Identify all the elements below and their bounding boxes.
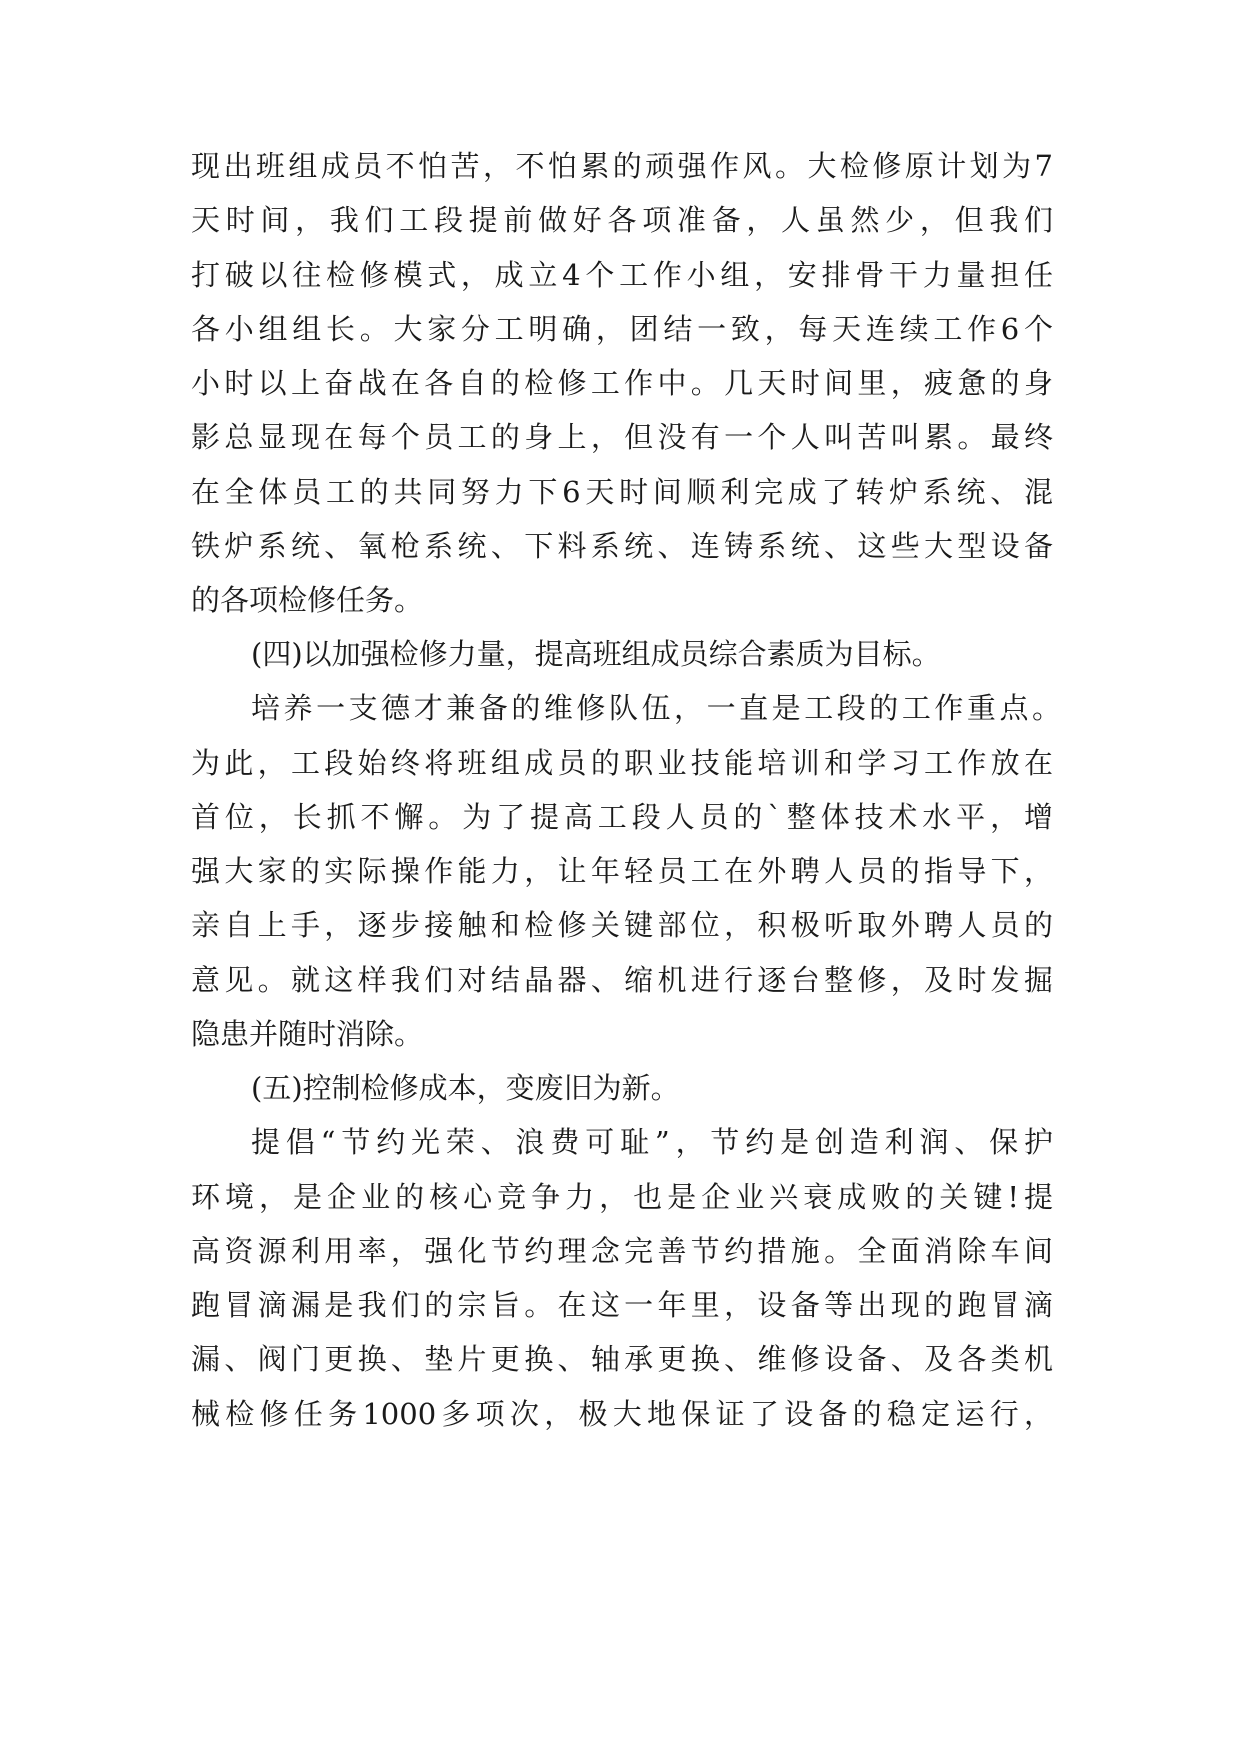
body-line: 漏、阀门更换、垫片更换、轴承更换、维修设备、及各类机 (191, 1342, 1053, 1376)
section-heading-4: (四)以加强检修力量，提高班组成员综合素质为目标。 (251, 637, 941, 671)
body-line: 培养一支德才兼备的维修队伍，一直是工段的工作重点。 (251, 691, 1061, 725)
body-line: 械检修任务1000多项次，极大地保证了设备的稳定运行， (191, 1397, 1053, 1431)
body-line: 提倡“节约光荣、浪费可耻”，节约是创造利润、保护 (251, 1125, 1053, 1159)
body-line: 隐患并随时消除。 (191, 1017, 424, 1051)
body-line: 的各项检修任务。 (191, 583, 424, 617)
body-line: 首位，长抓不懈。为了提高工段人员的`整体技术水平，增 (191, 800, 1053, 834)
body-line: 为此，工段始终将班组成员的职业技能培训和学习工作放在 (191, 746, 1053, 780)
body-line: 亲自上手，逐步接触和检修关键部位，积极听取外聘人员的 (191, 908, 1053, 942)
body-line: 环境，是企业的核心竞争力，也是企业兴衰成败的关键!提 (191, 1180, 1053, 1214)
body-line: 强大家的实际操作能力，让年轻员工在外聘人员的指导下， (191, 854, 1053, 888)
body-line: 各小组组长。大家分工明确，团结一致，每天连续工作6个 (191, 312, 1053, 346)
body-line: 铁炉系统、氧枪系统、下料系统、连铸系统、这些大型设备 (191, 529, 1053, 563)
body-line: 在全体员工的共同努力下6天时间顺利完成了转炉系统、混 (191, 475, 1053, 509)
body-line: 高资源利用率，强化节约理念完善节约措施。全面消除车间 (191, 1234, 1053, 1268)
body-line: 小时以上奋战在各自的检修工作中。几天时间里，疲惫的身 (191, 366, 1053, 400)
body-line: 天时间，我们工段提前做好各项准备，人虽然少，但我们 (191, 203, 1053, 237)
section-heading-5: (五)控制检修成本，变废旧为新。 (251, 1071, 680, 1105)
body-line: 打破以往检修模式，成立4个工作小组，安排骨干力量担任 (191, 258, 1053, 292)
body-line: 现出班组成员不怕苦，不怕累的顽强作风。大检修原计划为7 (191, 149, 1053, 183)
body-line: 意见。就这样我们对结晶器、缩机进行逐台整修，及时发掘 (191, 963, 1053, 997)
body-line: 跑冒滴漏是我们的宗旨。在这一年里，设备等出现的跑冒滴 (191, 1288, 1053, 1322)
body-line: 影总显现在每个员工的身上，但没有一个人叫苦叫累。最终 (191, 420, 1053, 454)
